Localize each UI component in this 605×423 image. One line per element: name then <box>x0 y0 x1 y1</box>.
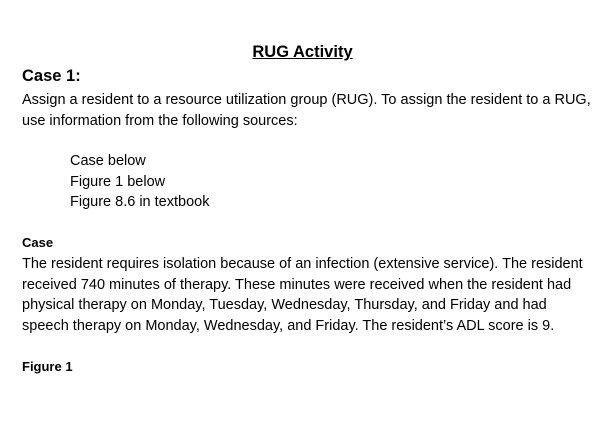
intro-paragraph <box>22 90 597 131</box>
figure-label: Figure 1 <box>22 359 73 374</box>
intro-line: Assign a resident to a resource utilization group (RUG). To assign the resident to a RUG, <box>22 92 591 108</box>
case-heading: Case 1: <box>22 67 81 85</box>
case-line: received 740 minutes of therapy. These minutes were received when the resident had <box>22 276 572 293</box>
source-item: Case below <box>70 153 146 169</box>
case-line: The resident requires isolation because of an infection (extensive service). The resident <box>22 256 583 272</box>
document-title: RUG Activity <box>252 43 353 61</box>
source-item: Figure 1 below <box>70 173 166 190</box>
case-paragraph <box>22 254 597 336</box>
source-item: Figure 8.6 in textbook <box>70 194 210 210</box>
case-line: physical therapy on Monday, Tuesday, Wednesday, Thursday, and Friday and had <box>22 297 547 313</box>
intro-line: use information from the following sources: <box>22 112 298 129</box>
sources-list <box>70 151 209 213</box>
case-subheading: Case <box>22 235 54 250</box>
case-line: speech therapy on Monday, Wednesday, and Friday. The resident’s ADL score is 9. <box>22 317 555 334</box>
